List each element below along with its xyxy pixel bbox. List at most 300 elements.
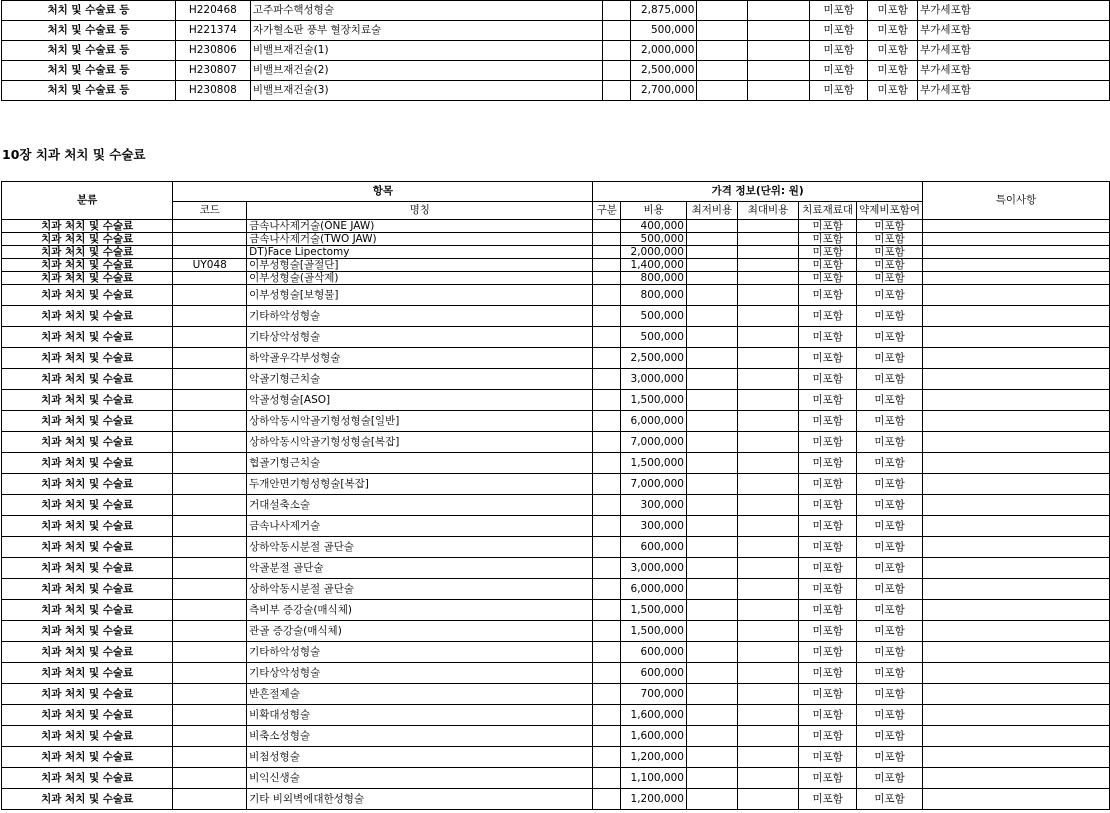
name-cell: 고주파수핵성형술 xyxy=(250,1,603,21)
care-material-cell: 미포함 xyxy=(799,474,857,495)
max-cost-cell xyxy=(737,369,798,390)
care-material-cell: 미포함 xyxy=(799,642,857,663)
care-material-cell: 미포함 xyxy=(799,348,857,369)
max-cost-cell xyxy=(748,41,810,61)
table-row xyxy=(2,369,1110,390)
type-cell xyxy=(593,272,621,285)
table-row xyxy=(2,306,1110,327)
drug-cell: 미포함 xyxy=(857,747,923,768)
top-price-table xyxy=(1,0,1110,101)
code-cell xyxy=(173,705,247,726)
max-cost-cell xyxy=(737,705,798,726)
max-cost-cell xyxy=(737,390,798,411)
note-cell xyxy=(922,726,1109,747)
type-cell xyxy=(593,495,621,516)
name-cell: 비축소성형술 xyxy=(247,726,593,747)
category-cell: 치과 처치 및 수술료 xyxy=(2,259,173,272)
name-cell: 상하악동시분절 골단술 xyxy=(247,537,593,558)
category-cell: 치과 처치 및 수술료 xyxy=(2,474,173,495)
header-item: 항목 xyxy=(173,182,593,202)
name-cell: 금속나사제거술(ONE JAW) xyxy=(247,220,593,233)
name-cell: 이부성형술[골절단] xyxy=(247,259,593,272)
max-cost-cell xyxy=(737,285,798,306)
name-cell: 기타하악성형술 xyxy=(247,642,593,663)
care-material-cell: 미포함 xyxy=(799,600,857,621)
care-material-cell: 미포함 xyxy=(799,537,857,558)
category-cell: 치과 처치 및 수술료 xyxy=(2,768,173,789)
code-cell xyxy=(173,233,247,246)
drug-cell: 미포함 xyxy=(857,453,923,474)
code-cell xyxy=(173,411,247,432)
table-row xyxy=(2,537,1110,558)
min-cost-cell xyxy=(686,272,737,285)
drug-cell: 미포함 xyxy=(857,705,923,726)
category-cell: 치과 처치 및 수술료 xyxy=(2,726,173,747)
type-cell xyxy=(593,474,621,495)
care-material-cell: 미포함 xyxy=(799,579,857,600)
price-cell: 1,600,000 xyxy=(621,705,687,726)
table-row xyxy=(2,558,1110,579)
type-cell xyxy=(593,246,621,259)
category-cell: 처치 및 수술료 등 xyxy=(2,21,176,41)
min-cost-cell xyxy=(686,579,737,600)
table-row xyxy=(2,663,1110,684)
name-cell: 비익신생술 xyxy=(247,768,593,789)
table-row xyxy=(2,246,1110,259)
type-cell xyxy=(593,233,621,246)
name-cell: 기타상악성형술 xyxy=(247,327,593,348)
code-cell xyxy=(173,474,247,495)
note-cell xyxy=(922,768,1109,789)
table-row xyxy=(2,411,1110,432)
table-row xyxy=(2,432,1110,453)
table-row xyxy=(2,789,1110,810)
header-category: 분류 xyxy=(2,182,173,220)
type-cell xyxy=(593,306,621,327)
drug-cell: 미포함 xyxy=(857,285,923,306)
min-cost-cell xyxy=(697,61,748,81)
type-cell xyxy=(593,390,621,411)
table-row xyxy=(2,600,1110,621)
table-row xyxy=(2,327,1110,348)
care-material-cell: 미포함 xyxy=(810,21,868,41)
category-cell: 치과 처치 및 수술료 xyxy=(2,495,173,516)
name-cell: 협골기형근치술 xyxy=(247,453,593,474)
type-cell xyxy=(593,369,621,390)
price-cell: 800,000 xyxy=(621,285,687,306)
header-drug-included: 약제비포함여 xyxy=(857,202,923,220)
table-row xyxy=(2,684,1110,705)
drug-cell: 미포함 xyxy=(868,41,918,61)
drug-cell: 미포함 xyxy=(857,684,923,705)
code-cell xyxy=(173,220,247,233)
care-material-cell: 미포함 xyxy=(799,726,857,747)
type-cell xyxy=(593,348,621,369)
min-cost-cell xyxy=(697,1,748,21)
care-material-cell: 미포함 xyxy=(799,684,857,705)
category-cell: 치과 처치 및 수술료 xyxy=(2,600,173,621)
max-cost-cell xyxy=(748,61,810,81)
table-row xyxy=(2,233,1110,246)
code-cell xyxy=(173,537,247,558)
code-cell xyxy=(173,642,247,663)
code-cell xyxy=(173,432,247,453)
code-cell xyxy=(173,285,247,306)
name-cell: 상하악동시악골기형성형술[복잡] xyxy=(247,432,593,453)
care-material-cell: 미포함 xyxy=(799,789,857,810)
drug-cell: 미포함 xyxy=(857,411,923,432)
price-cell: 500,000 xyxy=(621,306,687,327)
note-cell xyxy=(922,369,1109,390)
table-row xyxy=(2,453,1110,474)
drug-cell: 미포함 xyxy=(857,726,923,747)
header-name: 명칭 xyxy=(247,202,593,220)
drug-cell: 미포함 xyxy=(857,789,923,810)
price-cell: 1,500,000 xyxy=(621,621,687,642)
category-cell: 치과 처치 및 수술료 xyxy=(2,516,173,537)
max-cost-cell xyxy=(737,411,798,432)
code-cell: H221374 xyxy=(175,21,250,41)
care-material-cell: 미포함 xyxy=(799,285,857,306)
price-cell: 1,600,000 xyxy=(621,726,687,747)
drug-cell: 미포함 xyxy=(857,220,923,233)
max-cost-cell xyxy=(737,272,798,285)
max-cost-cell xyxy=(737,600,798,621)
price-cell: 2,500,000 xyxy=(621,348,687,369)
note-cell xyxy=(922,663,1109,684)
drug-cell: 미포함 xyxy=(857,246,923,259)
note-cell xyxy=(922,306,1109,327)
note-cell xyxy=(922,600,1109,621)
code-cell: H220468 xyxy=(175,1,250,21)
price-cell: 7,000,000 xyxy=(621,432,687,453)
name-cell: 비첨성형술 xyxy=(247,747,593,768)
care-material-cell: 미포함 xyxy=(799,747,857,768)
min-cost-cell xyxy=(686,726,737,747)
care-material-cell: 미포함 xyxy=(799,432,857,453)
care-material-cell: 미포함 xyxy=(799,453,857,474)
type-cell xyxy=(603,61,631,81)
min-cost-cell xyxy=(686,705,737,726)
max-cost-cell xyxy=(737,233,798,246)
type-cell xyxy=(603,21,631,41)
care-material-cell: 미포함 xyxy=(799,558,857,579)
table-row xyxy=(2,747,1110,768)
table-row xyxy=(2,41,1110,61)
drug-cell: 미포함 xyxy=(857,516,923,537)
code-cell xyxy=(173,516,247,537)
max-cost-cell xyxy=(737,348,798,369)
code-cell xyxy=(173,348,247,369)
type-cell xyxy=(593,789,621,810)
table-row xyxy=(2,61,1110,81)
table-header-row xyxy=(2,182,1110,202)
category-cell: 처치 및 수술료 등 xyxy=(2,1,176,21)
min-cost-cell xyxy=(686,474,737,495)
max-cost-cell xyxy=(737,789,798,810)
name-cell: 관골 증강술(매식체) xyxy=(247,621,593,642)
price-cell: 500,000 xyxy=(631,21,697,41)
table-row xyxy=(2,726,1110,747)
drug-cell: 미포함 xyxy=(857,537,923,558)
code-cell xyxy=(173,726,247,747)
care-material-cell: 미포함 xyxy=(799,705,857,726)
note-cell xyxy=(922,558,1109,579)
type-cell xyxy=(603,81,631,101)
note-cell xyxy=(922,272,1109,285)
category-cell: 치과 처치 및 수술료 xyxy=(2,663,173,684)
type-cell xyxy=(593,327,621,348)
type-cell xyxy=(593,537,621,558)
type-cell xyxy=(603,1,631,21)
drug-cell: 미포함 xyxy=(857,621,923,642)
max-cost-cell xyxy=(737,432,798,453)
care-material-cell: 미포함 xyxy=(799,220,857,233)
care-material-cell: 미포함 xyxy=(799,768,857,789)
table-row xyxy=(2,516,1110,537)
table-row xyxy=(2,272,1110,285)
table-row xyxy=(2,495,1110,516)
price-cell: 1,500,000 xyxy=(621,453,687,474)
type-cell xyxy=(593,432,621,453)
category-cell: 처치 및 수술료 등 xyxy=(2,61,176,81)
code-cell xyxy=(173,663,247,684)
max-cost-cell xyxy=(737,259,798,272)
code-cell xyxy=(173,747,247,768)
min-cost-cell xyxy=(686,259,737,272)
care-material-cell: 미포함 xyxy=(799,411,857,432)
name-cell: 반흔절제술 xyxy=(247,684,593,705)
min-cost-cell xyxy=(686,246,737,259)
type-cell xyxy=(593,411,621,432)
care-material-cell: 미포함 xyxy=(799,663,857,684)
min-cost-cell xyxy=(686,348,737,369)
drug-cell: 미포함 xyxy=(857,327,923,348)
table-row xyxy=(2,390,1110,411)
code-cell xyxy=(173,768,247,789)
note-cell xyxy=(922,259,1109,272)
drug-cell: 미포함 xyxy=(857,233,923,246)
category-cell: 치과 처치 및 수술료 xyxy=(2,432,173,453)
code-cell xyxy=(173,390,247,411)
category-cell: 치과 처치 및 수술료 xyxy=(2,285,173,306)
code-cell xyxy=(173,600,247,621)
header-max-cost: 최대비용 xyxy=(737,202,798,220)
category-cell: 치과 처치 및 수술료 xyxy=(2,537,173,558)
note-cell: 부가세포함 xyxy=(918,21,1110,41)
table-row xyxy=(2,285,1110,306)
drug-cell: 미포함 xyxy=(868,81,918,101)
code-cell xyxy=(173,684,247,705)
type-cell xyxy=(593,220,621,233)
note-cell xyxy=(922,411,1109,432)
name-cell: 비밸브재건술(3) xyxy=(250,81,603,101)
category-cell: 처치 및 수술료 등 xyxy=(2,41,176,61)
name-cell: 상하악동시분절 골단술 xyxy=(247,579,593,600)
max-cost-cell xyxy=(737,663,798,684)
note-cell: 부가세포함 xyxy=(918,1,1110,21)
name-cell: 하악골우각부성형술 xyxy=(247,348,593,369)
max-cost-cell xyxy=(737,558,798,579)
price-cell: 1,200,000 xyxy=(621,747,687,768)
type-cell xyxy=(593,453,621,474)
note-cell xyxy=(922,705,1109,726)
drug-cell: 미포함 xyxy=(857,306,923,327)
price-cell: 2,000,000 xyxy=(631,41,697,61)
code-cell xyxy=(173,246,247,259)
code-cell xyxy=(173,495,247,516)
table-row xyxy=(2,1,1110,21)
price-cell: 300,000 xyxy=(621,516,687,537)
name-cell: 금속나사제거술 xyxy=(247,516,593,537)
name-cell: 금속나사제거술(TWO JAW) xyxy=(247,233,593,246)
max-cost-cell xyxy=(737,516,798,537)
note-cell: 부가세포함 xyxy=(918,81,1110,101)
max-cost-cell xyxy=(737,579,798,600)
type-cell xyxy=(593,768,621,789)
max-cost-cell xyxy=(737,726,798,747)
care-material-cell: 미포함 xyxy=(799,516,857,537)
code-cell xyxy=(173,558,247,579)
table-row xyxy=(2,621,1110,642)
category-cell: 처치 및 수술료 등 xyxy=(2,81,176,101)
min-cost-cell xyxy=(686,495,737,516)
min-cost-cell xyxy=(686,621,737,642)
category-cell: 치과 처치 및 수술료 xyxy=(2,621,173,642)
note-cell: 부가세포함 xyxy=(918,41,1110,61)
table-row xyxy=(2,81,1110,101)
code-cell xyxy=(173,621,247,642)
price-cell: 2,700,000 xyxy=(631,81,697,101)
price-cell: 6,000,000 xyxy=(621,411,687,432)
max-cost-cell xyxy=(737,642,798,663)
table-row xyxy=(2,705,1110,726)
note-cell xyxy=(922,537,1109,558)
max-cost-cell xyxy=(737,474,798,495)
min-cost-cell xyxy=(686,306,737,327)
price-cell: 300,000 xyxy=(621,495,687,516)
header-code: 코드 xyxy=(173,202,247,220)
category-cell: 치과 처치 및 수술료 xyxy=(2,579,173,600)
min-cost-cell xyxy=(686,432,737,453)
header-care-material: 치료재료대 xyxy=(799,202,857,220)
code-cell: UY048 xyxy=(173,259,247,272)
category-cell: 치과 처치 및 수술료 xyxy=(2,306,173,327)
note-cell xyxy=(922,516,1109,537)
min-cost-cell xyxy=(686,789,737,810)
name-cell: 측비부 증강술(매식체) xyxy=(247,600,593,621)
price-cell: 400,000 xyxy=(621,220,687,233)
type-cell xyxy=(593,726,621,747)
category-cell: 치과 처치 및 수술료 xyxy=(2,220,173,233)
category-cell: 치과 처치 및 수술료 xyxy=(2,348,173,369)
min-cost-cell xyxy=(686,390,737,411)
min-cost-cell xyxy=(686,768,737,789)
max-cost-cell xyxy=(737,747,798,768)
price-cell: 600,000 xyxy=(621,642,687,663)
drug-cell: 미포함 xyxy=(857,579,923,600)
note-cell xyxy=(922,327,1109,348)
name-cell: 기타하악성형술 xyxy=(247,306,593,327)
section-title: 10장 치과 처치 및 수술료 xyxy=(2,147,146,162)
note-cell xyxy=(922,684,1109,705)
table-row xyxy=(2,348,1110,369)
table-row xyxy=(2,579,1110,600)
category-cell: 치과 처치 및 수술료 xyxy=(2,233,173,246)
drug-cell: 미포함 xyxy=(857,432,923,453)
min-cost-cell xyxy=(686,285,737,306)
min-cost-cell xyxy=(686,663,737,684)
min-cost-cell xyxy=(686,411,737,432)
drug-cell: 미포함 xyxy=(857,768,923,789)
max-cost-cell xyxy=(737,327,798,348)
max-cost-cell xyxy=(737,246,798,259)
note-cell xyxy=(922,246,1109,259)
drug-cell: 미포함 xyxy=(868,21,918,41)
price-cell: 800,000 xyxy=(621,272,687,285)
max-cost-cell xyxy=(737,537,798,558)
category-cell: 치과 처치 및 수술료 xyxy=(2,246,173,259)
note-cell xyxy=(922,579,1109,600)
header-special-notes: 특이사항 xyxy=(922,182,1109,220)
drug-cell: 미포함 xyxy=(857,369,923,390)
category-cell: 치과 처치 및 수술료 xyxy=(2,558,173,579)
price-cell: 700,000 xyxy=(621,684,687,705)
note-cell xyxy=(922,453,1109,474)
price-cell: 1,400,000 xyxy=(621,259,687,272)
table-row xyxy=(2,474,1110,495)
header-price-info: 가격 정보(단위: 원) xyxy=(593,182,923,202)
name-cell: 기타상악성형술 xyxy=(247,663,593,684)
code-cell xyxy=(173,789,247,810)
table-row xyxy=(2,220,1110,233)
name-cell: 자가혈소판 풍부 혈장치료술 xyxy=(250,21,603,41)
code-cell: H230807 xyxy=(175,61,250,81)
price-cell: 600,000 xyxy=(621,663,687,684)
max-cost-cell xyxy=(737,306,798,327)
category-cell: 치과 처치 및 수술료 xyxy=(2,390,173,411)
type-cell xyxy=(603,41,631,61)
drug-cell: 미포함 xyxy=(857,272,923,285)
type-cell xyxy=(593,663,621,684)
header-min-cost: 최저비용 xyxy=(686,202,737,220)
code-cell xyxy=(173,306,247,327)
care-material-cell: 미포함 xyxy=(799,621,857,642)
price-cell: 2,875,000 xyxy=(631,1,697,21)
type-cell xyxy=(593,747,621,768)
min-cost-cell xyxy=(686,684,737,705)
drug-cell: 미포함 xyxy=(868,1,918,21)
care-material-cell: 미포함 xyxy=(810,41,868,61)
code-cell xyxy=(173,579,247,600)
care-material-cell: 미포함 xyxy=(799,390,857,411)
drug-cell: 미포함 xyxy=(857,259,923,272)
min-cost-cell xyxy=(686,233,737,246)
note-cell: 부가세포함 xyxy=(918,61,1110,81)
max-cost-cell xyxy=(748,21,810,41)
name-cell: 악골분절 골단술 xyxy=(247,558,593,579)
drug-cell: 미포함 xyxy=(857,642,923,663)
type-cell xyxy=(593,684,621,705)
category-cell: 치과 처치 및 수술료 xyxy=(2,411,173,432)
care-material-cell: 미포함 xyxy=(799,306,857,327)
code-cell: H230806 xyxy=(175,41,250,61)
category-cell: 치과 처치 및 수술료 xyxy=(2,369,173,390)
code-cell xyxy=(173,369,247,390)
table-row xyxy=(2,642,1110,663)
note-cell xyxy=(922,789,1109,810)
min-cost-cell xyxy=(697,21,748,41)
